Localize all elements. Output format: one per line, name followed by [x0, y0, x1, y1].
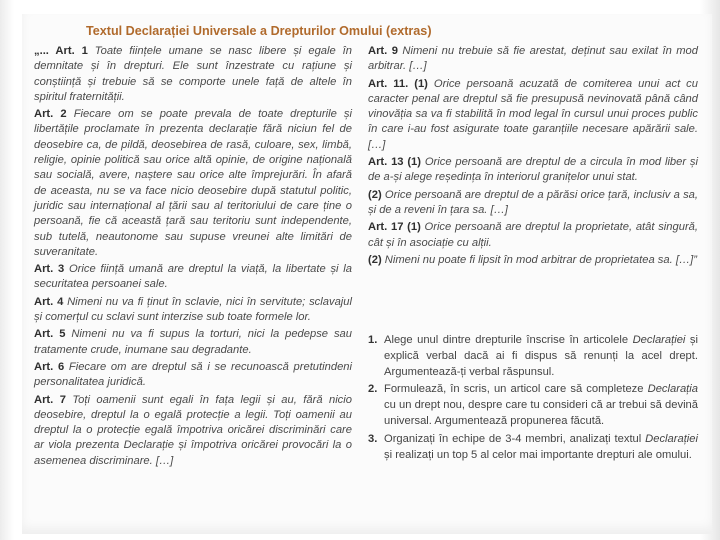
article-label: Art. 13 (1) — [368, 156, 422, 169]
task-text-emphasis: Declarația — [647, 383, 698, 396]
task-text-emphasis: Declarației — [645, 432, 698, 445]
task-text-start: Organizați în echipe de 3-4 membri, analizați textul — [384, 432, 646, 445]
article-label: (2) — [368, 253, 382, 266]
task-item — [368, 333, 698, 380]
article-text: Nimeni nu va fi ținut în sclavie, nici în servitute; sclavajul și comerțul cu sclavi sunt interzise sub toate formele lor. — [34, 295, 352, 324]
article-label: Art. 6 — [34, 360, 65, 373]
task-text-end: și realizați un top 5 al celor mai importante drepturi ale omului. — [384, 448, 692, 461]
article-text: Nimeni nu trebuie să fie arestat, deținut sau exilat în mod arbitrar. […] — [368, 45, 698, 73]
article-label: Art. 17 (1) — [368, 221, 421, 234]
article-6 — [34, 360, 352, 391]
article-1 — [34, 44, 352, 105]
article-text: Toate ființele umane se nasc libere și egale în demnitate și în drepturi. Ele sunt înzestrate cu rațiune și conștiință și trebuie să se comporte unele față de altele în spiritul fraternității. — [34, 45, 352, 103]
article-text: Toți oamenii sunt egali în fața legii și au, fără nicio deosebire, dreptul la o egală protecție a legii. Toți oamenii au dreptul la o protecție egală împotriva oricărei discriminări care ar viola prezenta Declarație și împotriva oricărei provocări la o asemenea discriminare. […] — [34, 393, 352, 467]
article-5 — [34, 327, 352, 358]
article-text: Orice persoană acuzată de comiterea unui act cu caracter penal are dreptul să fie presupusă nevinovată până când vinovăția sa va fi stabilită în mod legal în cursul unui proces public în care i-au fost asigurate toate garanțiile necesare apărării sale. […] — [368, 77, 699, 151]
article-2 — [34, 107, 352, 260]
article-label: Art. 7 — [34, 393, 66, 406]
article-text: Nimeni nu va fi supus la torturi, nici la pedepse sau tratamente crude, inumane sau degradante. — [34, 328, 352, 356]
article-13-2 — [368, 188, 698, 219]
article-9 — [368, 44, 698, 75]
article-label: Art. 2 — [34, 108, 67, 121]
task-text-emphasis: Declarației — [632, 334, 686, 346]
textbook-page — [22, 14, 712, 534]
task-text-start: Alege unul dintre drepturile înscrise în articolele — [384, 334, 633, 346]
article-label: „... Art. 1 — [34, 45, 88, 57]
task-number: 2. — [368, 383, 378, 396]
task-item — [368, 432, 698, 464]
task-number: 3. — [368, 432, 378, 445]
article-text: Fiecare om are dreptul să i se recunoască pretutindeni personalitatea juridică. — [34, 360, 352, 389]
article-text: Orice persoană are dreptul la proprietate, atât singură, cât și în asociație cu alții. — [368, 221, 698, 249]
page-title: Textul Declarației Universale a Drepturilor Omului (extras) — [86, 24, 432, 38]
task-text-start: Formulează, în scris, un articol care să completeze — [384, 383, 648, 396]
article-17-2 — [368, 253, 698, 268]
article-text: Nimeni nu poate fi lipsit în mod arbitrar de proprietatea sa. […]” — [381, 253, 697, 266]
task-text — [384, 432, 698, 464]
article-label: Art. 9 — [368, 45, 398, 57]
article-3 — [34, 262, 352, 293]
article-label: Art. 3 — [34, 263, 65, 276]
article-label: Art. 5 — [34, 328, 66, 341]
article-4 — [34, 295, 352, 326]
task-text-end: și explică verbal dacă ai fi dispus să renunți la acel drept. Argumentează-ți verbal răspunsul. — [384, 334, 699, 378]
article-17-1 — [368, 220, 698, 251]
article-13-1 — [368, 155, 698, 186]
article-text: Orice ființă umană are dreptul la viață, la libertate și la securitatea persoanei sale. — [34, 263, 352, 291]
task-list — [368, 333, 698, 465]
article-11 — [368, 77, 698, 153]
article-text: Fiecare om se poate prevala de toate drepturile și libertățile proclamate în prezenta declarație fără niciun fel de deosebire ca, de pildă, deosebirea de rasă, culoare, sex, limbă, religie, opinie politică sau orice altă opinie, de origine națională sau socială, avere, naștere sau orice alte împrejurări. În afară de aceasta, nu se va face nicio deosebire după statutul politic, juridic sau internațional al țării sau al teritoriului de care ține o persoană, fie că această țară sau teritoriu sunt independente, sub tutelă, neautonome sau supuse vreunei alte limitări de suveranitate. — [34, 108, 352, 258]
article-text: Orice persoană are dreptul de a părăsi orice țară, inclusiv a sa, și de a reveni în țara sa. […] — [368, 188, 698, 216]
task-number: 1. — [368, 334, 378, 346]
task-item — [368, 382, 698, 429]
article-7 — [34, 393, 352, 469]
left-column — [34, 44, 352, 471]
task-text — [384, 333, 698, 380]
article-label: (2) — [368, 188, 382, 201]
article-text: Orice persoană are dreptul de a circula în mod liber și de a-și alege reședința în interiorul granițelor unui stat. — [368, 156, 698, 184]
article-label: Art. 11. (1) — [368, 77, 428, 90]
right-column — [368, 44, 698, 270]
article-label: Art. 4 — [34, 295, 64, 308]
task-text-end: cu un drept nou, despre care tu consideri că ar trebui să devină universal. Argumentează propunerea făcută. — [384, 399, 698, 427]
task-text — [384, 382, 698, 429]
